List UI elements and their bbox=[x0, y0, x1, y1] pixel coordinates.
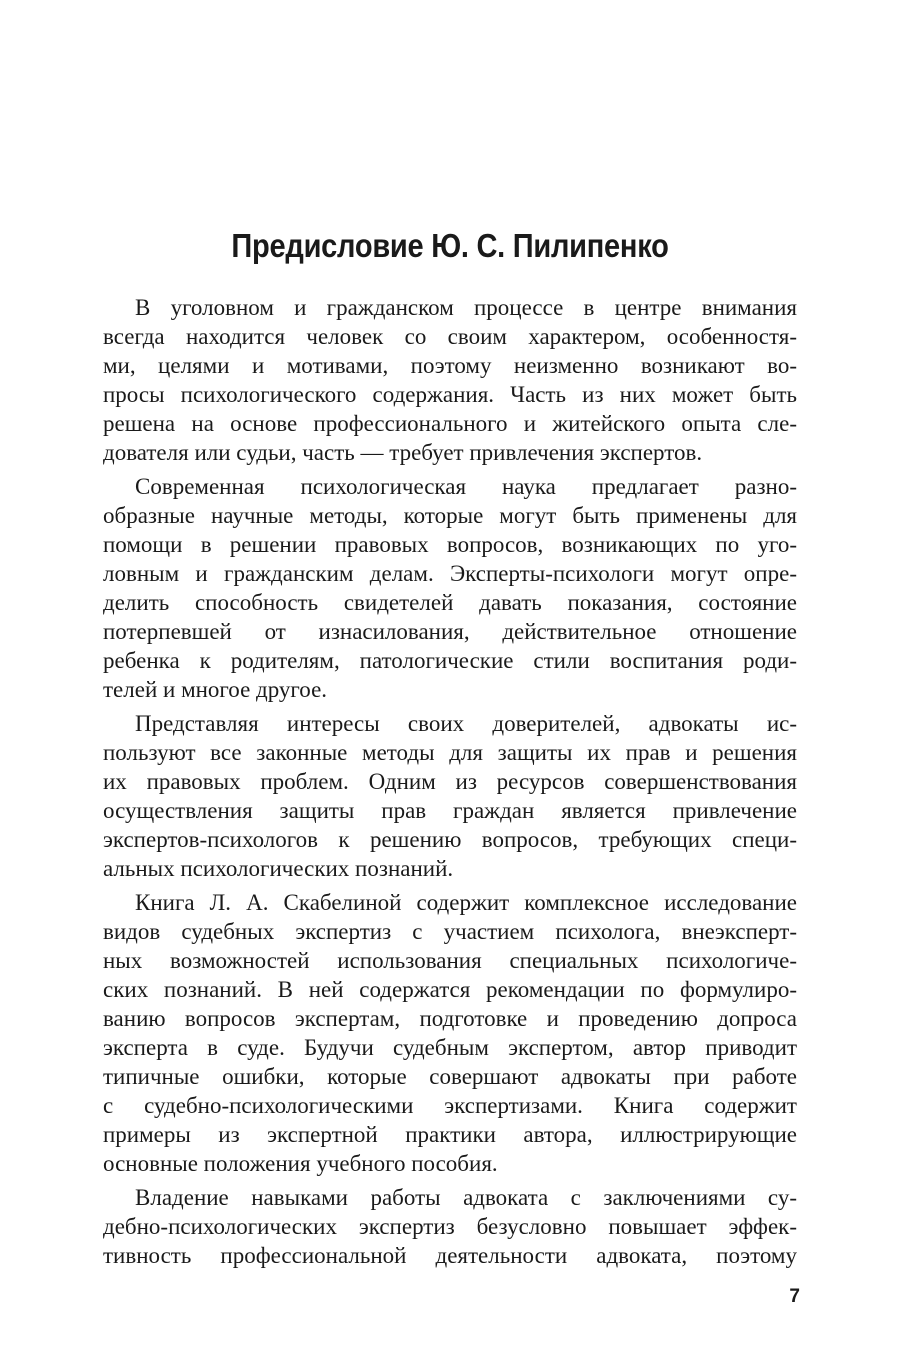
text-line: образные научные методы, которые могут быть применены для bbox=[103, 503, 797, 528]
text-line: дебно-психологических экспертиз безусловно повышает эффек- bbox=[103, 1214, 797, 1239]
text-line: примеры из экспертной практики автора, иллюстрирующие bbox=[103, 1122, 797, 1147]
text-line: дователя или судьи, часть — требует привлечения экспертов. bbox=[103, 440, 703, 465]
text-line: экспертов-психологов к решению вопросов, требующих специ- bbox=[103, 827, 797, 852]
text-line: Представляя интересы своих доверителей, адвокаты ис- bbox=[135, 711, 797, 736]
page-number: 7 bbox=[789, 1286, 800, 1307]
text-line: осуществления защиты прав граждан является привлечение bbox=[103, 798, 797, 823]
text-line: основные положения учебного пособия. bbox=[103, 1151, 498, 1176]
text-line: просы психологического содержания. Часть из них может быть bbox=[103, 382, 797, 407]
text-line: В уголовном и гражданском процессе в центре внимания bbox=[135, 295, 797, 320]
text-line: решена на основе профессионального и житейского опыта сле- bbox=[103, 411, 797, 436]
text-line: всегда находится человек со своим характером, особенностя- bbox=[103, 324, 797, 349]
text-line: Книга Л. А. Скабелиной содержит комплексное исследование bbox=[135, 890, 797, 915]
text-line: ванию вопросов экспертам, подготовке и проведению допроса bbox=[103, 1006, 797, 1031]
text-line: ских познаний. В ней содержатся рекомендации по формулиро- bbox=[103, 977, 797, 1002]
text-line: видов судебных экспертиз с участием психолога, внеэксперт- bbox=[103, 919, 797, 944]
text-line: Современная психологическая наука предлагает разно- bbox=[135, 474, 797, 499]
text-line: пользуют все законные методы для защиты их прав и решения bbox=[103, 740, 797, 765]
paragraph-5 bbox=[103, 1183, 797, 1270]
paragraph-2 bbox=[103, 472, 797, 704]
text-line: эксперта в суде. Будучи судебным экспертом, автор приводит bbox=[103, 1035, 797, 1060]
paragraph-4 bbox=[103, 888, 797, 1178]
text-line: тивность профессиональной деятельности адвоката, поэтому bbox=[103, 1243, 797, 1268]
paragraph-1 bbox=[103, 293, 797, 467]
text-line: ловным и гражданским делам. Эксперты-психологи могут опре- bbox=[103, 561, 797, 586]
text-line: ных возможностей использования специальных психологиче- bbox=[103, 948, 797, 973]
text-line: ребенка к родителям, патологические стили воспитания роди- bbox=[103, 648, 797, 673]
text-line: ми, целями и мотивами, поэтому неизменно возникают во- bbox=[103, 353, 797, 378]
page-title: Предисловие Ю. С. Пилипенко bbox=[231, 227, 669, 265]
paragraph-3 bbox=[103, 709, 797, 883]
text-line: типичные ошибки, которые совершают адвокаты при работе bbox=[103, 1064, 797, 1089]
text-line: помощи в решении правовых вопросов, возникающих по уго- bbox=[103, 532, 797, 557]
text-line: их правовых проблем. Одним из ресурсов совершенствования bbox=[103, 769, 797, 794]
text-line: Владение навыками работы адвоката с заключениями су- bbox=[135, 1185, 797, 1210]
body-text bbox=[103, 293, 797, 1275]
text-line: альных психологических познаний. bbox=[103, 856, 454, 881]
text-line: телей и многое другое. bbox=[103, 677, 328, 702]
text-line: потерпевшей от изнасилования, действительное отношение bbox=[103, 619, 797, 644]
text-line: с судебно-психологическими экспертизами. Книга содержит bbox=[103, 1093, 797, 1118]
text-line: делить способность свидетелей давать показания, состояние bbox=[103, 590, 797, 615]
